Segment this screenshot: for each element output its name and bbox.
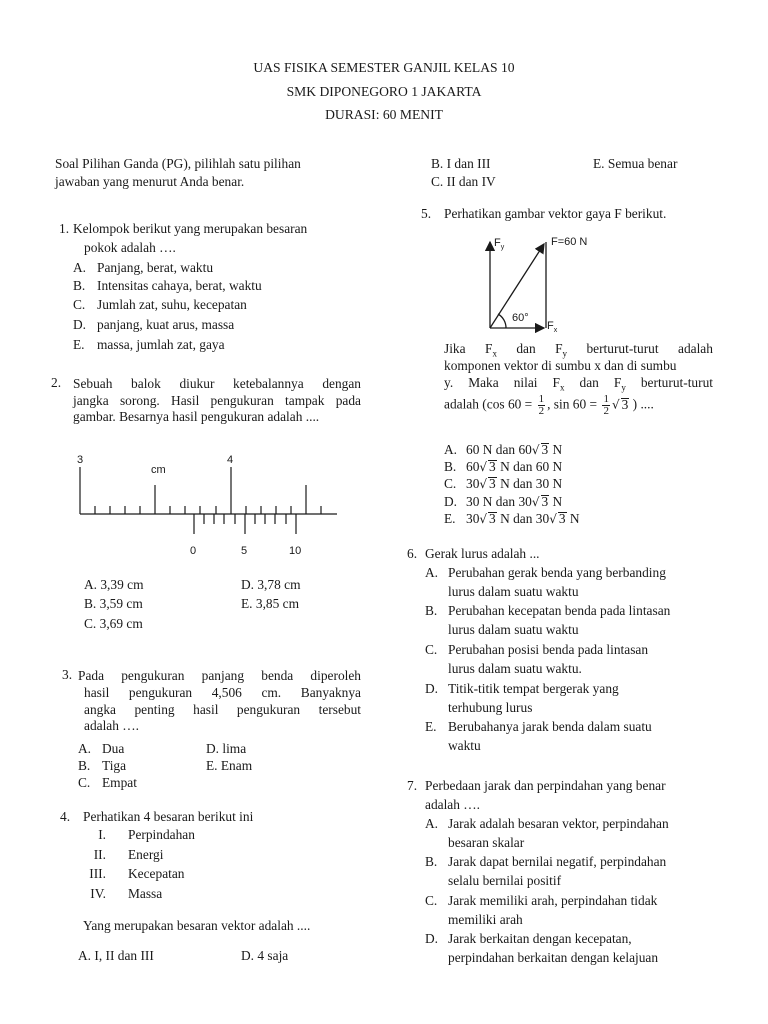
option-text: 60 (466, 459, 480, 474)
option-text-continued[interactable]: lurus dalam suatu waktu (448, 622, 579, 637)
question-number: 3. (62, 667, 73, 682)
option-a[interactable]: Perubahan gerak benda yang berbanding (448, 565, 666, 580)
option-letter[interactable]: E. (425, 719, 437, 734)
question-text-formula: adalah (cos 60 = $\frac{1}{2}$ , sin 60 = $\frac{1}{2}$ √ 3 ) .... (444, 393, 654, 417)
question-text: Gerak lurus adalah ... (425, 546, 540, 561)
angle-label: 60° (512, 312, 529, 324)
force-vector-diagram (480, 230, 590, 335)
instructions-line-1: Soal Pilihan Ganda (PG), pilihlah satu pilihan (55, 156, 301, 171)
question-text: Perhatikan 4 besaran berikut ini (83, 809, 254, 824)
question-text: Kelompok berikut yang merupakan besaran (73, 221, 308, 236)
roman-numeral: III. (89, 866, 106, 881)
question-number: 1. (59, 221, 70, 236)
vernier-caliper-diagram (60, 445, 350, 565)
option-text-continued[interactable]: memiliki arah (448, 912, 523, 927)
option-e[interactable]: E. 3,85 cm (241, 596, 300, 611)
option-letter[interactable]: C. (444, 476, 457, 491)
option-d[interactable]: panjang, kuat arus, massa (97, 317, 235, 332)
option-a[interactable]: Jarak adalah besaran vektor, perpindahan (448, 816, 669, 831)
main-scale-minor-ticks (95, 506, 321, 514)
option-letter[interactable]: C. (425, 893, 438, 908)
option-text: N (549, 442, 563, 457)
option-text-continued[interactable]: perpindahan berkaitan dengan kelajuan (448, 950, 659, 965)
question-text: hasil pengukuran 4,506 cm. Banyaknya (84, 685, 361, 700)
option-text: N (549, 494, 563, 509)
question-text: Perbedaan jarak dan perpindahan yang benar (425, 778, 666, 793)
question-text: komponen vektor di sumbu x dan di sumbu (444, 358, 677, 373)
roman-numeral: II. (93, 847, 106, 862)
sqrt-expression: √ 3 (549, 511, 566, 526)
option-letter[interactable]: D. (425, 931, 439, 946)
option-c[interactable]: Jumlah zat, suhu, kecepatan (97, 297, 247, 312)
angle-arc (498, 314, 506, 328)
option-d[interactable]: D. 4 saja (241, 948, 289, 963)
option-d[interactable] (466, 494, 562, 510)
fy-label: $F_y$ (494, 237, 505, 251)
main-scale-label-3: 3 (77, 454, 84, 466)
option-a[interactable]: Dua (102, 741, 125, 756)
option-e[interactable]: E. Enam (206, 758, 253, 773)
option-text: 30 (466, 511, 480, 526)
option-e[interactable]: Berubahanya jarak benda dalam suatu (448, 719, 652, 734)
unit-label: cm (151, 464, 166, 476)
option-text: N dan 30 (496, 511, 550, 526)
question-text: angka penting hasil pengukuran tersebut (84, 702, 361, 717)
option-c[interactable]: Empat (102, 775, 137, 790)
vernier-label-5: 5 (241, 545, 248, 557)
list-item: Kecepatan (128, 866, 185, 881)
option-a[interactable] (466, 442, 562, 458)
option-letter[interactable]: B. (444, 459, 457, 474)
option-text: 30 (466, 476, 480, 491)
fraction-half: $\frac{1}{2}$ (538, 393, 545, 417)
option-letter[interactable]: E. (444, 511, 456, 526)
sqrt-icon: √ (611, 397, 620, 412)
option-letter[interactable]: A. (444, 442, 458, 457)
option-letter[interactable]: B. (425, 603, 438, 618)
question-text: Jika $F_x$ dan $F_y$ berturut-turut adalah (444, 341, 713, 359)
question-text: Pada pengukuran panjang benda diperoleh (78, 668, 361, 683)
roman-numeral: I. (98, 827, 106, 842)
option-text-continued[interactable]: besaran skalar (448, 835, 525, 850)
sqrt-expression: √ 3 (479, 511, 496, 526)
option-letter[interactable]: A. (425, 565, 439, 580)
option-letter[interactable]: D. (425, 681, 439, 696)
option-text: N dan 60 N (496, 459, 563, 474)
option-b[interactable]: Tiga (102, 758, 127, 773)
question-text: Sebuah balok diukur ketebalannya dengan (73, 376, 361, 391)
option-a[interactable]: A. I, II dan III (78, 948, 154, 963)
list-item: Perpindahan (128, 827, 195, 842)
question-text: Perhatikan gambar vektor gaya F berikut. (444, 206, 667, 221)
question-number: 7. (407, 778, 418, 793)
option-a-letter[interactable]: A. (78, 741, 92, 756)
instructions-line-2: jawaban yang menurut Anda benar. (55, 174, 245, 189)
option-b[interactable]: B. 3,59 cm (84, 596, 143, 611)
question-text: adalah …. (425, 797, 481, 812)
sqrt-expression: √ 3 (479, 476, 496, 491)
option-e[interactable]: E. Semua benar (593, 156, 678, 171)
option-c-letter[interactable]: C. (78, 775, 91, 790)
option-d[interactable]: D. lima (206, 741, 247, 756)
option-c[interactable]: C. II dan IV (431, 174, 496, 189)
question-text: Yang merupakan besaran vektor adalah .... (83, 918, 311, 933)
option-text-continued[interactable]: terhubung lurus (448, 700, 533, 715)
sqrt-expression: √ 3 (531, 442, 549, 457)
option-b-letter[interactable]: B. (78, 758, 91, 773)
option-d[interactable]: Titik-titik tempat bergerak yang (448, 681, 619, 696)
list-item: Massa (128, 886, 163, 901)
option-letter[interactable]: C. (73, 297, 86, 312)
option-e[interactable] (466, 511, 580, 527)
question-text: adalah …. (84, 718, 140, 733)
option-text-continued[interactable]: lurus dalam suatu waktu (448, 584, 579, 599)
question-text: pokok adalah …. (84, 240, 176, 255)
option-letter[interactable]: D. (73, 317, 87, 332)
option-b[interactable]: Perubahan kecepatan benda pada lintasan (448, 603, 671, 618)
exam-title: UAS FISIKA SEMESTER GANJIL KELAS 10 (253, 60, 515, 75)
option-a[interactable]: A. 3,39 cm (84, 577, 144, 592)
option-c[interactable]: Jarak memiliki arah, perpindahan tidak (448, 893, 658, 908)
sqrt-expression: √ 3 (479, 459, 496, 474)
option-c[interactable] (466, 476, 562, 492)
option-letter[interactable]: B. (73, 278, 86, 293)
option-c[interactable]: Perubahan posisi benda pada lintasan (448, 642, 649, 657)
main-scale-label-4: 4 (227, 454, 234, 466)
fraction-half: $\frac{1}{2}$ (603, 393, 609, 417)
option-d[interactable]: Jarak berkaitan dengan kecepatan, (448, 931, 632, 946)
option-text: N (566, 511, 580, 526)
question-number: 6. (407, 546, 418, 561)
question-number: 2. (51, 375, 62, 390)
option-text: N dan 30 N (496, 476, 563, 491)
question-number: 4. (60, 809, 71, 824)
option-text: 30 N dan 30 (466, 494, 532, 509)
vernier-label-0: 0 (190, 545, 197, 557)
question-text: gambar. Besarnya hasil pengukuran adalah .... (73, 409, 320, 424)
option-letter[interactable]: B. (425, 854, 438, 869)
option-letter[interactable]: C. (425, 642, 438, 657)
option-b[interactable]: Jarak dapat bernilai negatif, perpindahan (448, 854, 667, 869)
option-text-continued[interactable]: lurus dalam suatu waktu. (448, 661, 582, 676)
force-label: F=60 N (551, 236, 588, 248)
option-b[interactable] (466, 459, 562, 475)
question-text: y. Maka nilai $F_x$ dan $F_y$ berturut-turut (444, 375, 713, 393)
exam-duration: DURASI: 60 MENIT (325, 107, 443, 122)
option-letter[interactable]: A. (425, 816, 439, 831)
option-letter[interactable]: D. (444, 494, 458, 509)
option-text-continued[interactable]: waktu (448, 738, 481, 753)
option-letter[interactable]: E. (73, 337, 85, 352)
fx-label: $F_x$ (547, 320, 558, 334)
school-name: SMK DIPONEGORO 1 JAKARTA (286, 84, 482, 99)
option-text: 60 N dan 60 (466, 442, 532, 457)
roman-numeral: IV. (90, 886, 106, 901)
option-c[interactable]: C. 3,69 cm (84, 616, 143, 631)
question-number: 5. (421, 206, 432, 221)
sqrt-expression: √ 3 (531, 494, 549, 509)
option-text-continued[interactable]: selalu bernilai positif (448, 873, 562, 888)
option-a[interactable]: Panjang, berat, waktu (97, 260, 214, 275)
option-d[interactable]: D. 3,78 cm (241, 577, 301, 592)
option-letter[interactable]: A. (73, 260, 87, 275)
option-e[interactable]: massa, jumlah zat, gaya (97, 337, 225, 352)
option-b[interactable]: Intensitas cahaya, berat, waktu (97, 278, 262, 293)
list-item: Energi (128, 847, 164, 862)
vernier-label-10: 10 (289, 545, 302, 557)
question-text: jangka sorong. Hasil pengukuran tampak pada (73, 393, 361, 408)
option-b[interactable]: B. I dan III (431, 156, 491, 171)
